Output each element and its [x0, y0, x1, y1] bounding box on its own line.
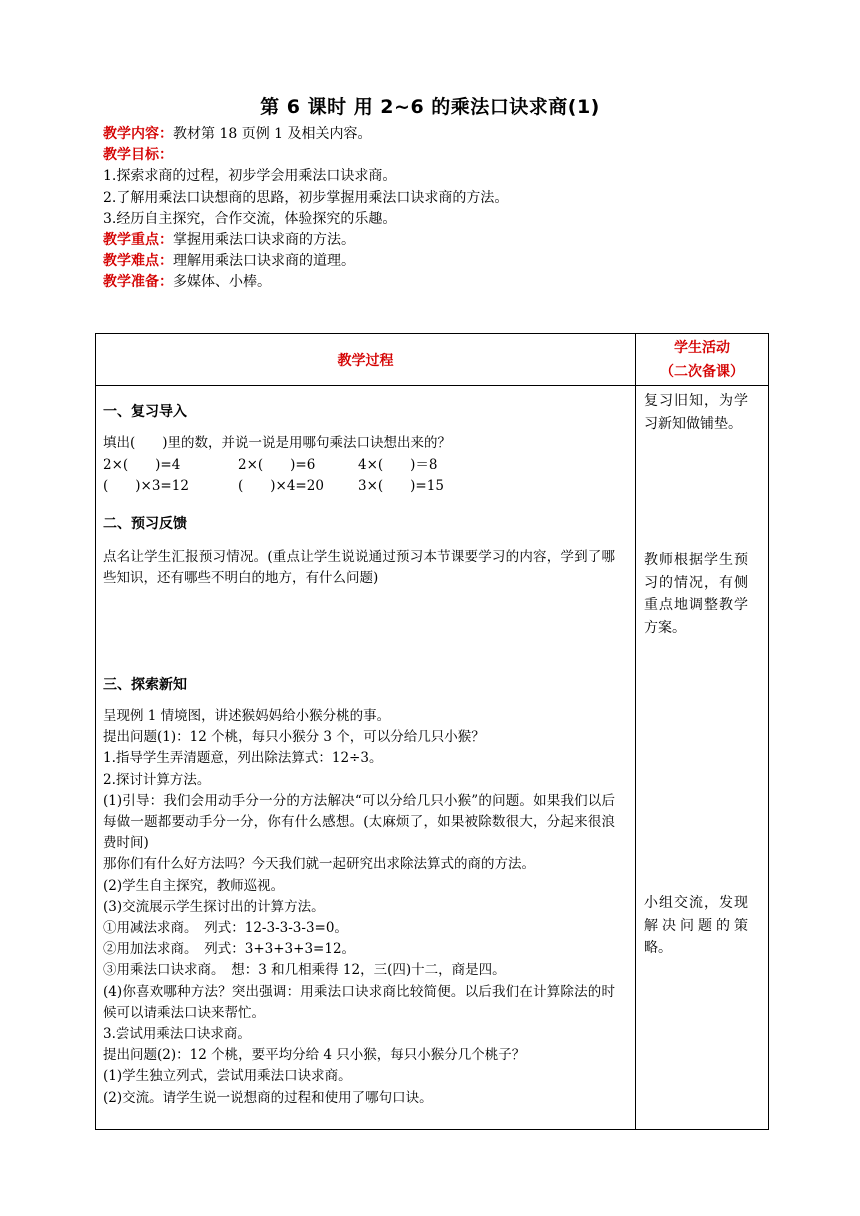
equation: ( )×4=20	[238, 478, 324, 494]
difficulty-text: 理解用乘法口诀求商的道理。	[173, 253, 355, 270]
preview-feedback-text: 点名让学生汇报预习情况。(重点让学生说说通过预习本节课要学习的内容，学到了哪些知识，还有哪些不明白的地方，有什么问题)	[103, 549, 615, 587]
page-title: 第 6 课时 用 2~6 的乘法口诀求商(1)	[260, 96, 600, 118]
preparation-text: 多媒体、小棒。	[173, 274, 271, 291]
activity-content-cell	[636, 386, 769, 1130]
review-intro: 填出( )里的数，并说一说是用哪句乘法口诀想出来的？	[103, 435, 452, 451]
equation: 2×( )=4	[103, 457, 181, 473]
equation-row	[103, 476, 444, 497]
key-point-text: 掌握用乘法口诀求商的方法。	[173, 232, 355, 249]
explore-line: ①用减法求商。 列式：12-3-3-3-3=0。	[103, 920, 348, 937]
difficulty-label: 教学难点：	[103, 253, 173, 270]
preparation-label: 教学准备：	[103, 274, 173, 291]
key-point-label: 教学重点：	[103, 232, 173, 249]
side-note: 教师根据学生预习的情况，有侧重点地调整教学方案。	[644, 552, 748, 636]
equation: 2×( )=6	[238, 457, 316, 473]
equation: 3×( )=15	[358, 478, 444, 494]
lesson-header	[103, 124, 763, 294]
explore-line: 1.指导学生弄清题意，列出除法算式：12÷3。	[103, 750, 383, 767]
key-point-row	[103, 230, 763, 251]
equation-row	[103, 455, 438, 476]
teaching-goals-row	[103, 145, 763, 166]
explore-line: (2)交流。请学生说一说想商的过程和使用了哪句口诀。	[103, 1089, 433, 1106]
side-note: 复习旧知，为学习新知做铺垫。	[644, 393, 748, 432]
explore-line: 那你们有什么好方法吗？今天我们就一起研究出求除法算式的商的方法。	[103, 856, 535, 873]
explore-line: ②用加法求商。 列式：3+3+3+3=12。	[103, 941, 356, 958]
activity-header: 学生活动	[674, 339, 730, 356]
equation: 4×( )＝8	[358, 457, 438, 473]
explore-line: (2)学生自主探究，教师巡视。	[103, 877, 285, 894]
explore-line: (3)交流展示学生探讨出的计算方法。	[103, 898, 325, 915]
activity-header-cell	[636, 334, 769, 386]
explore-paragraph: (4)你喜欢哪种方法？突出强调：用乘法口诀求商比较简便。以后我们在计算除法的时候可以请乘法口诀来帮忙。	[103, 983, 615, 1021]
lesson-table	[95, 333, 769, 1130]
side-note: 小组交流，发现解决问题的策略。	[644, 895, 748, 957]
explore-block	[103, 706, 615, 1109]
goal-item: 1.探索求商的过程，初步学会用乘法口诀求商。	[103, 168, 397, 185]
difficulty-row	[103, 251, 763, 272]
section-heading: 三、探索新知	[103, 677, 187, 693]
teaching-content-row	[103, 124, 763, 145]
section-heading: 二、预习反馈	[103, 516, 187, 532]
explore-line: 3.尝试用乘法口诀求商。	[103, 1026, 251, 1043]
preparation-row	[103, 272, 763, 293]
teaching-content-label: 教学内容：	[103, 126, 173, 142]
goal-item: 2.了解用乘法口诀想商的思路，初步掌握用乘法口诀求商的方法。	[103, 189, 509, 206]
explore-line: 提出问题(2)：12 个桃，要平均分给 4 只小猴，每只小猴分几个桃子？	[103, 1047, 526, 1064]
explore-line: 2.探讨计算方法。	[103, 771, 211, 788]
section-heading: 一、复习导入	[103, 404, 187, 420]
explore-paragraph: (1)引导：我们会用动手分一分的方法解决“可以分给几只小猴”的问题。如果我们以后每做一题都要动手分一分，你有什么感想。(太麻烦了，如果被除数很大，分起来很浪费时间)	[103, 792, 615, 852]
explore-line: (1)学生独立列式，尝试用乘法口诀求商。	[103, 1068, 352, 1085]
teaching-content-text: 教材第 18 页例 1 及相关内容。	[173, 126, 372, 142]
teaching-goals-label: 教学目标：	[103, 147, 173, 164]
equation: ( )×3=12	[103, 478, 189, 494]
process-header: 教学过程	[337, 352, 394, 369]
explore-line: ③用乘法口诀求商。 想：3 和几相乘得 12，三(四)十二，商是四。	[103, 962, 506, 979]
explore-line: 呈现例 1 情境图，讲述猴妈妈给小猴分桃的事。	[103, 708, 391, 724]
process-header-cell	[96, 334, 636, 386]
process-content-cell	[96, 386, 636, 1130]
goal-item: 3.经历自主探究，合作交流，体验探究的乐趣。	[103, 210, 397, 227]
activity-header-sub: （二次备课）	[660, 363, 744, 380]
explore-line: 提出问题(1)：12 个桃，每只小猴分 3 个，可以分给几只小猴？	[103, 729, 485, 746]
